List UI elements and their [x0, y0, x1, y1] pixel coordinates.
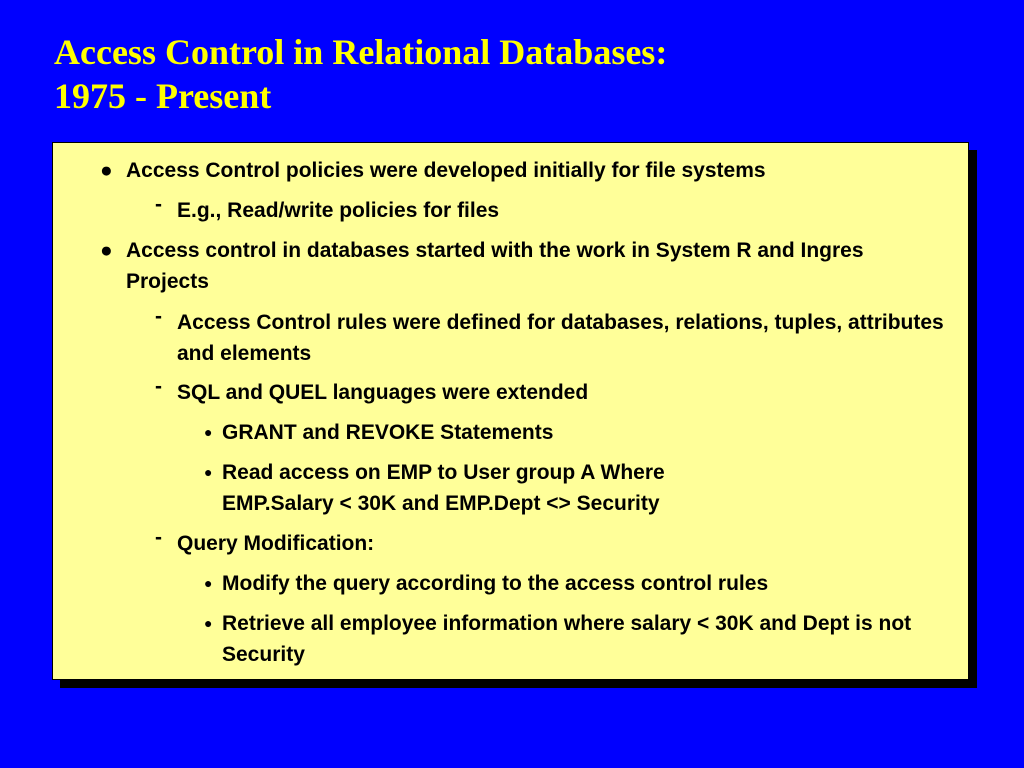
small-bullet-icon: ● — [204, 575, 213, 591]
slide-title-line-1: Access Control in Relational Databases: — [54, 32, 668, 72]
bullet-text: Access Control policies were developed initially for file systems — [126, 159, 766, 182]
sub-bullet-item — [155, 193, 947, 226]
dash-icon: - — [155, 193, 162, 216]
slide-title — [54, 30, 667, 118]
sub-sub-bullet-text: GRANT and REVOKE Statements — [222, 421, 554, 444]
sub-sub-bullet-item — [204, 457, 782, 519]
bullet-item — [100, 155, 946, 186]
sub-bullet-item — [155, 305, 947, 369]
sub-bullet-text: Access Control rules were defined for databases, relations, tuples, attributes and elements — [177, 311, 944, 365]
sub-bullet-text: Query Modification: — [177, 532, 375, 555]
sub-bullet-text: SQL and QUEL languages were extended — [177, 381, 589, 404]
sub-sub-bullet-item — [204, 568, 947, 599]
bullet-item — [100, 235, 946, 297]
sub-sub-bullet-item — [204, 417, 947, 448]
small-bullet-icon: ● — [204, 615, 213, 631]
sub-sub-bullet-text: Read access on EMP to User group A Where EMP.Salary < 30K and EMP.Dept <> Security — [222, 461, 665, 515]
small-bullet-icon: ● — [204, 464, 213, 480]
dash-icon: - — [155, 375, 162, 398]
sub-sub-bullet-text: Retrieve all employee information where salary < 30K and Dept is not Security — [222, 612, 912, 666]
bullet-icon: ● — [100, 239, 113, 262]
slide-title-line-2: 1975 - Present — [54, 76, 272, 116]
sub-bullet-item — [155, 526, 947, 559]
sub-bullet-item — [155, 375, 947, 408]
small-bullet-icon: ● — [204, 424, 213, 440]
bullet-icon: ● — [100, 159, 113, 182]
sub-sub-bullet-item — [204, 608, 947, 670]
sub-sub-bullet-text: Modify the query according to the access control rules — [222, 572, 769, 595]
dash-icon: - — [155, 526, 162, 549]
bullet-text: Access control in databases started with the work in System R and Ingres Projects — [126, 239, 864, 293]
sub-bullet-text: E.g., Read/write policies for files — [177, 199, 500, 222]
dash-icon: - — [155, 305, 162, 328]
